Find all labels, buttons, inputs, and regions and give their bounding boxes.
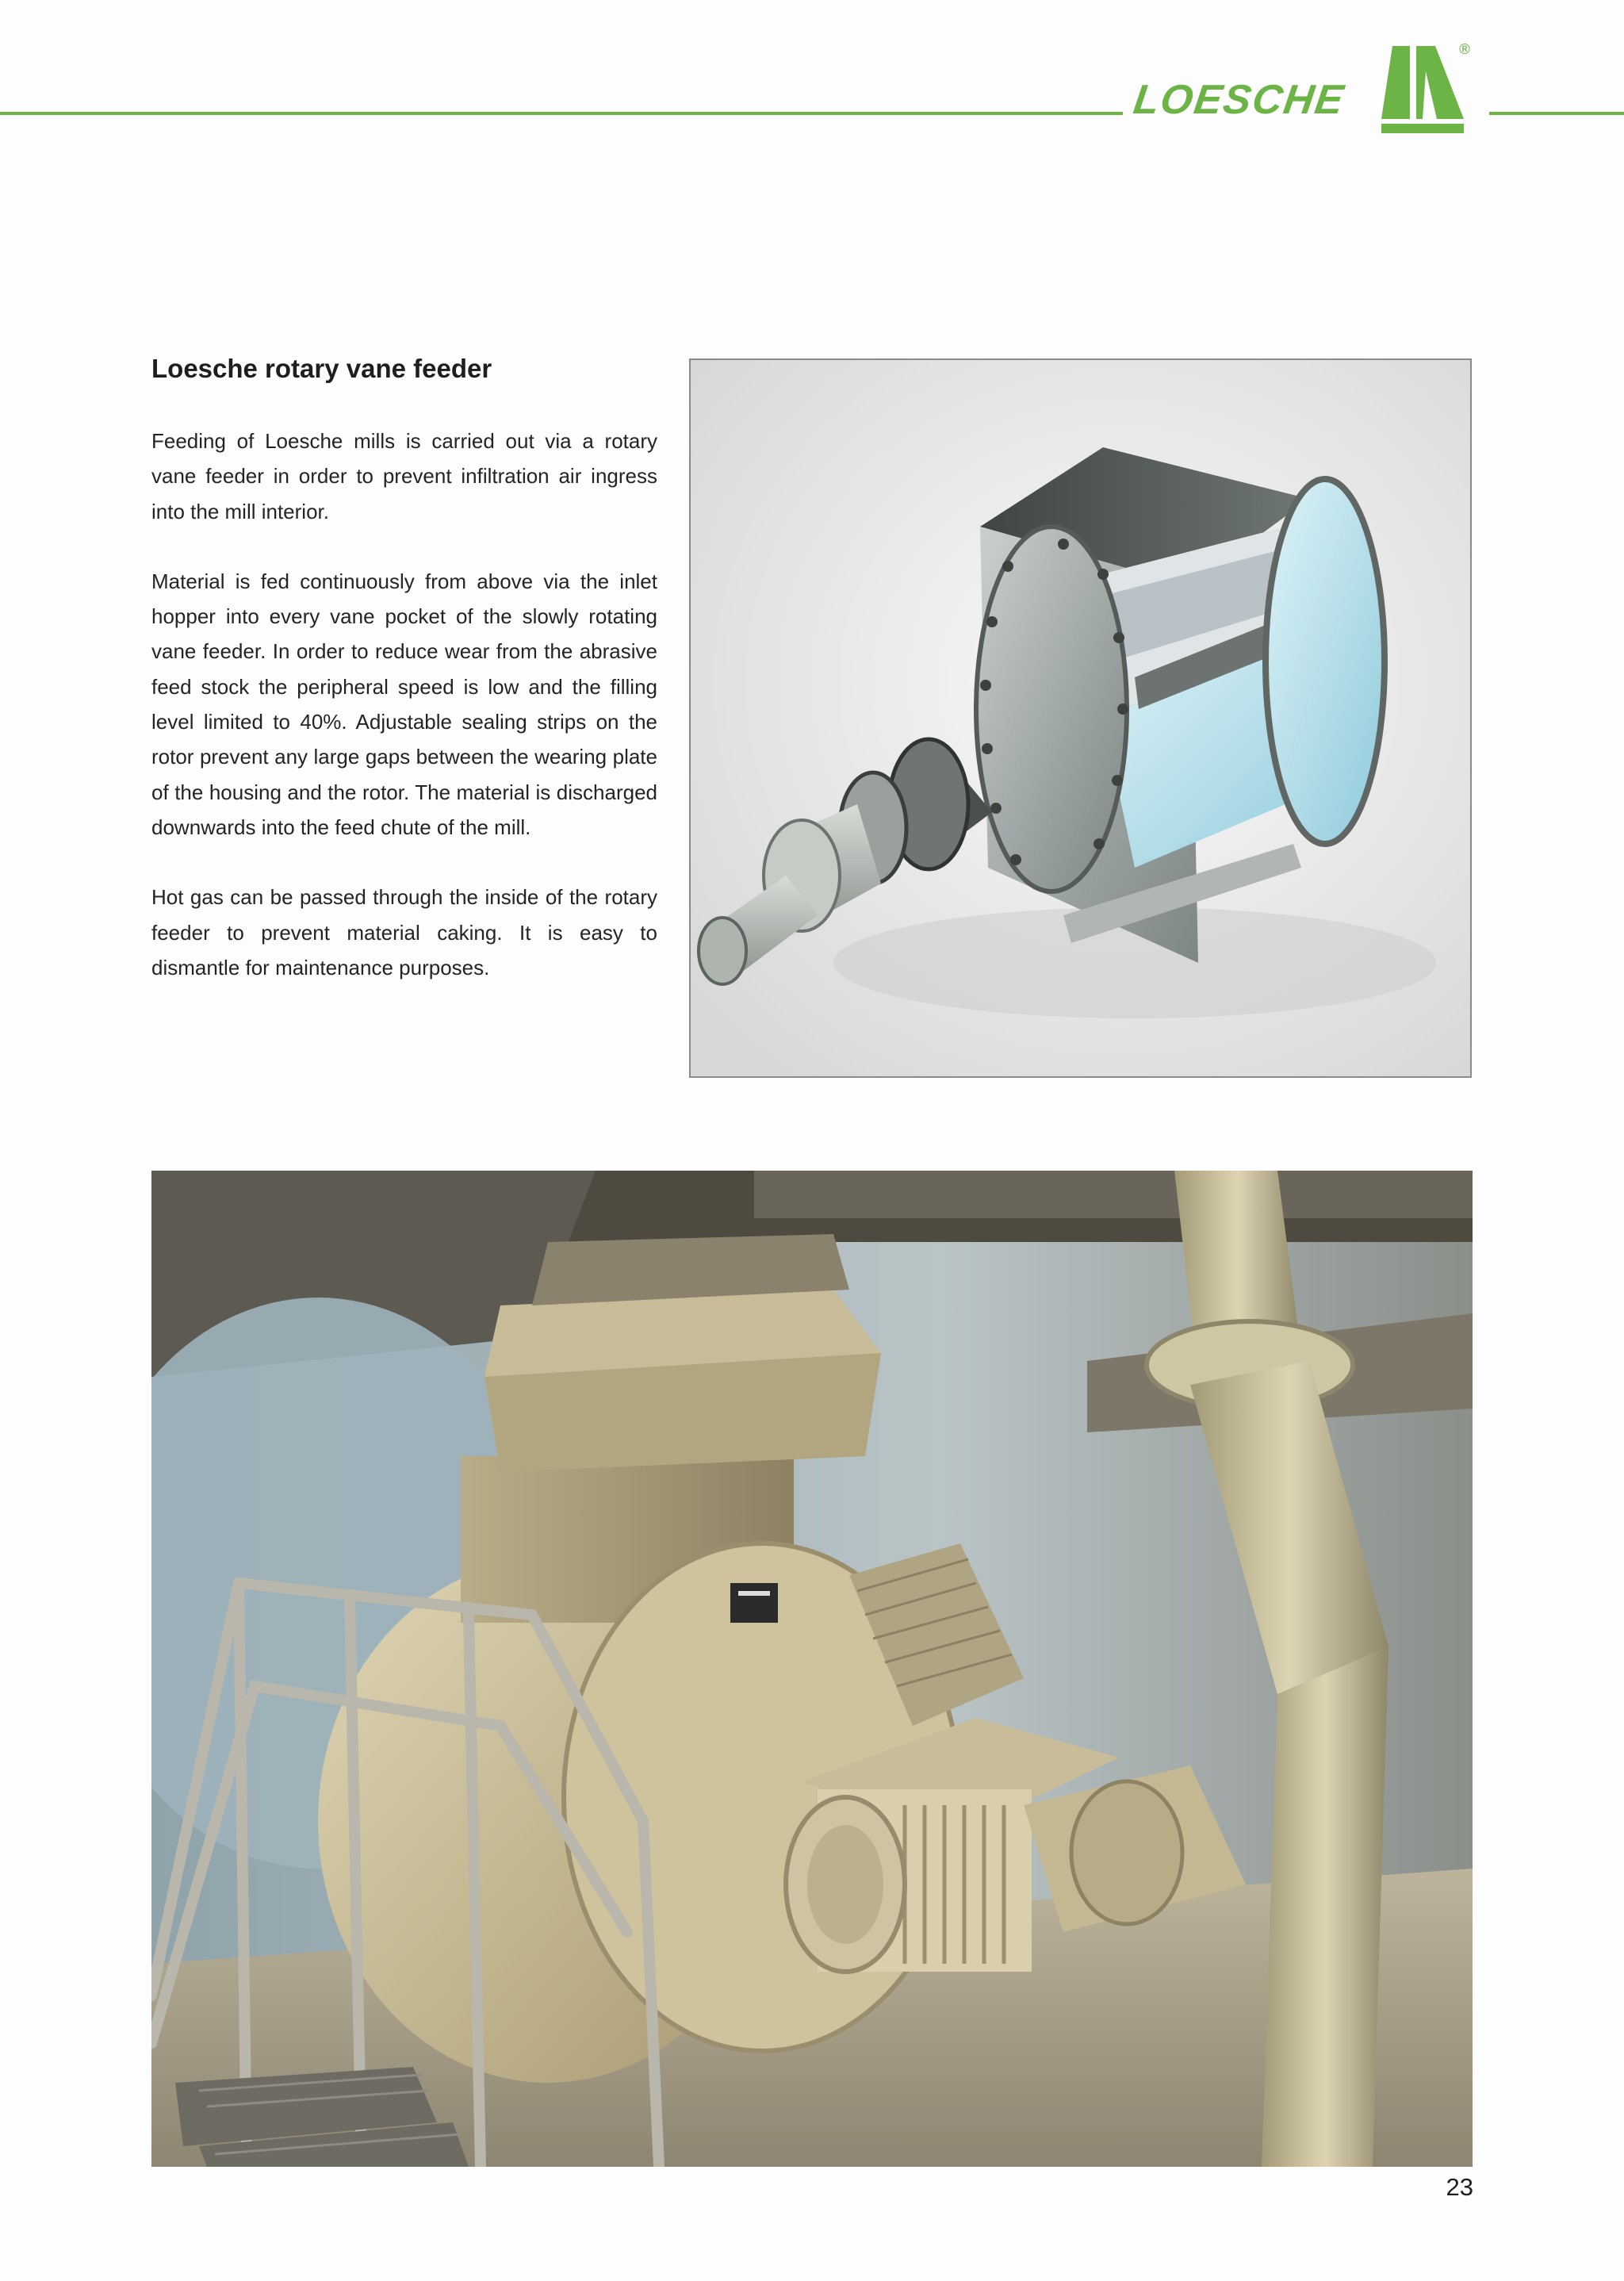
header-rule-left: [0, 112, 1123, 115]
article-paragraph: Material is fed continuously from above via the inlet hopper into every vane pocket of the slowly rotating vane feeder. In order to reduce wear from the abrasive feed stock the peripheral speed is low and the filling level limited to 40%. Adjustable sealing strips on the rotor prevent any large gaps between the wearing plate of the housing and the rotor. The material is discharged downwards into the feed chute of the mill.: [151, 569, 657, 839]
article-paragraph: Feeding of Loesche mills is carried out via a rotary vane feeder in order to prevent infiltration air ingress into the mill interior.: [151, 429, 657, 523]
header-rule-right: [1489, 112, 1624, 115]
article-headline: Loesche rotary vane feeder: [151, 354, 492, 383]
loesche-logo-icon: [1378, 43, 1467, 135]
article-paragraph: Hot gas can be passed through the inside of the rotary feeder to prevent material caking. It is easy to dismantle for maintenance purposes.: [151, 885, 657, 979]
registered-mark: ®: [1457, 41, 1472, 58]
page-number: 23: [1446, 2173, 1473, 2201]
feeder-render-image: [689, 358, 1472, 1078]
installed-feeder-illustration: [151, 1171, 1473, 2167]
article-body: [151, 424, 657, 1020]
feeder-installation-photo: [151, 1171, 1473, 2167]
logo-wordmark: LOESCHE: [1130, 77, 1348, 123]
rotary-vane-feeder-illustration: [691, 360, 1470, 1076]
